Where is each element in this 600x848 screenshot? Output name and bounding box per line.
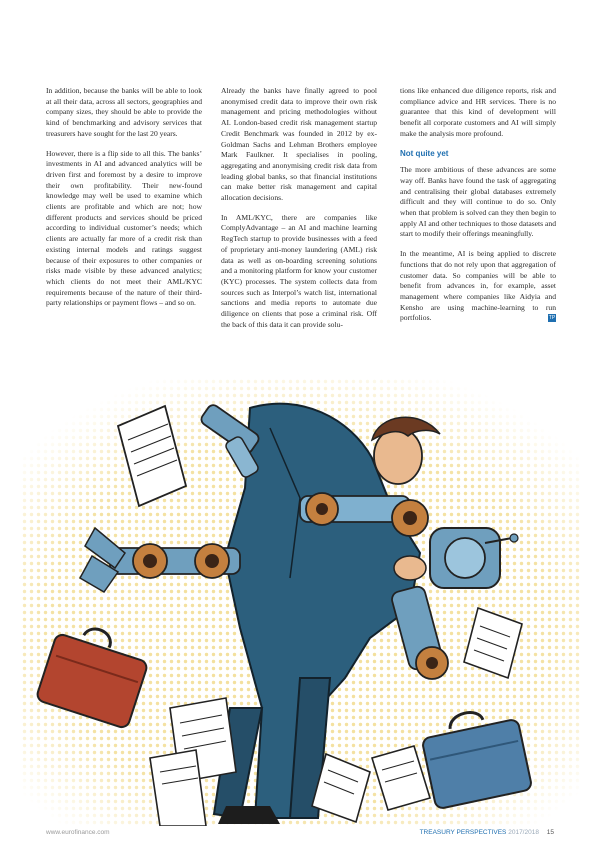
footer-publication-info [420, 829, 554, 836]
paragraph: tions like enhanced due diligence reports, risk and compliance advice and HR services. There is no guarantee that this kind of development will benefit all corporate customers and AI will simply make the analysis more profound. [400, 86, 556, 138]
article-end-mark: TP [548, 315, 556, 322]
article-column-2 [221, 86, 377, 339]
paragraph: In AML/KYC, there are companies like ComplyAdvantage – an AI and machine learning RegTech startup to provide businesses with a feed of proprietary anti-money laundering (AML) risk data as well as on-boarding screening solutions and a monitoring platform for know your customer (KYC) processes. The system collects data from sources such as Interpol’s watch list, international sanctions and media reports to automate due diligence on clients that pose a criminal risk. Off the back of this data it can provide solu- [221, 212, 377, 329]
paragraph: In addition, because the banks will be able to look at all their data, across all sectors, geographies and company sizes, they should be able to provide the kind of benchmarking and advisory services that treasurers have sought for the last 20 years. [46, 86, 202, 138]
footer-website: www.eurofinance.com [46, 829, 110, 836]
paper-sheet-icon [150, 750, 206, 826]
page-number: 15 [546, 829, 554, 836]
paragraph: However, there is a flip side to all this. The banks’ investments in AI and advanced analytics will be driven first and foremost by a desire to improve their own profitability. Their new-found knowledge may well be used to examine which clients are profitable and which are not; how different products and services should be priced according to individual customer’s needs; which clients are actually far more of a credit risk than existing internal models and ratings suggest because of their exposures to other companies or risks made visible by these advanced analytics; which clients do not meet their AML/KYC requirements because of the nature of their third-party relationships or payment flows – and so on. [46, 148, 202, 308]
article-column-1 [46, 86, 202, 318]
paragraph: Already the banks have finally agreed to pool anonymised credit data to improve their own risk management and pricing methodologies without AI. London-based credit risk management startup Credit Benchmark was founded in 2012 by ex-Goldman Sachs and Lehman Brothers employee Mark Faulkner. It specialises in pooling, aggregating and anonymising credit risk data from leading global banks, so that financial institutions can make better risk management and capital allocation decisions. [221, 86, 377, 203]
paragraph [400, 249, 556, 324]
section-subheading: Not quite yet [400, 148, 449, 158]
article-column-3 [400, 86, 556, 333]
publication-year: 2017/2018 [508, 829, 539, 836]
paragraph: The more ambitious of these advances are some way off. Banks have found the task of aggregating and centralising their global databases extremely difficult and they will continue to do so. Only when that problem is solved can they then begin to apply AI and other techniques to those datasets and start to modify their offerings meaningfully. [400, 165, 556, 239]
publication-name: TREASURY PERSPECTIVES [419, 829, 507, 836]
article-illustration [0, 378, 600, 826]
paragraph-text: In the meantime, AI is being applied to discrete functions that do not rely upon that aggregation of customer data. So companies will be able to benefit from advances in, for example, asset management where companies like Aidyia and Kensho are using machine-learning to run portfolios. [400, 249, 556, 323]
